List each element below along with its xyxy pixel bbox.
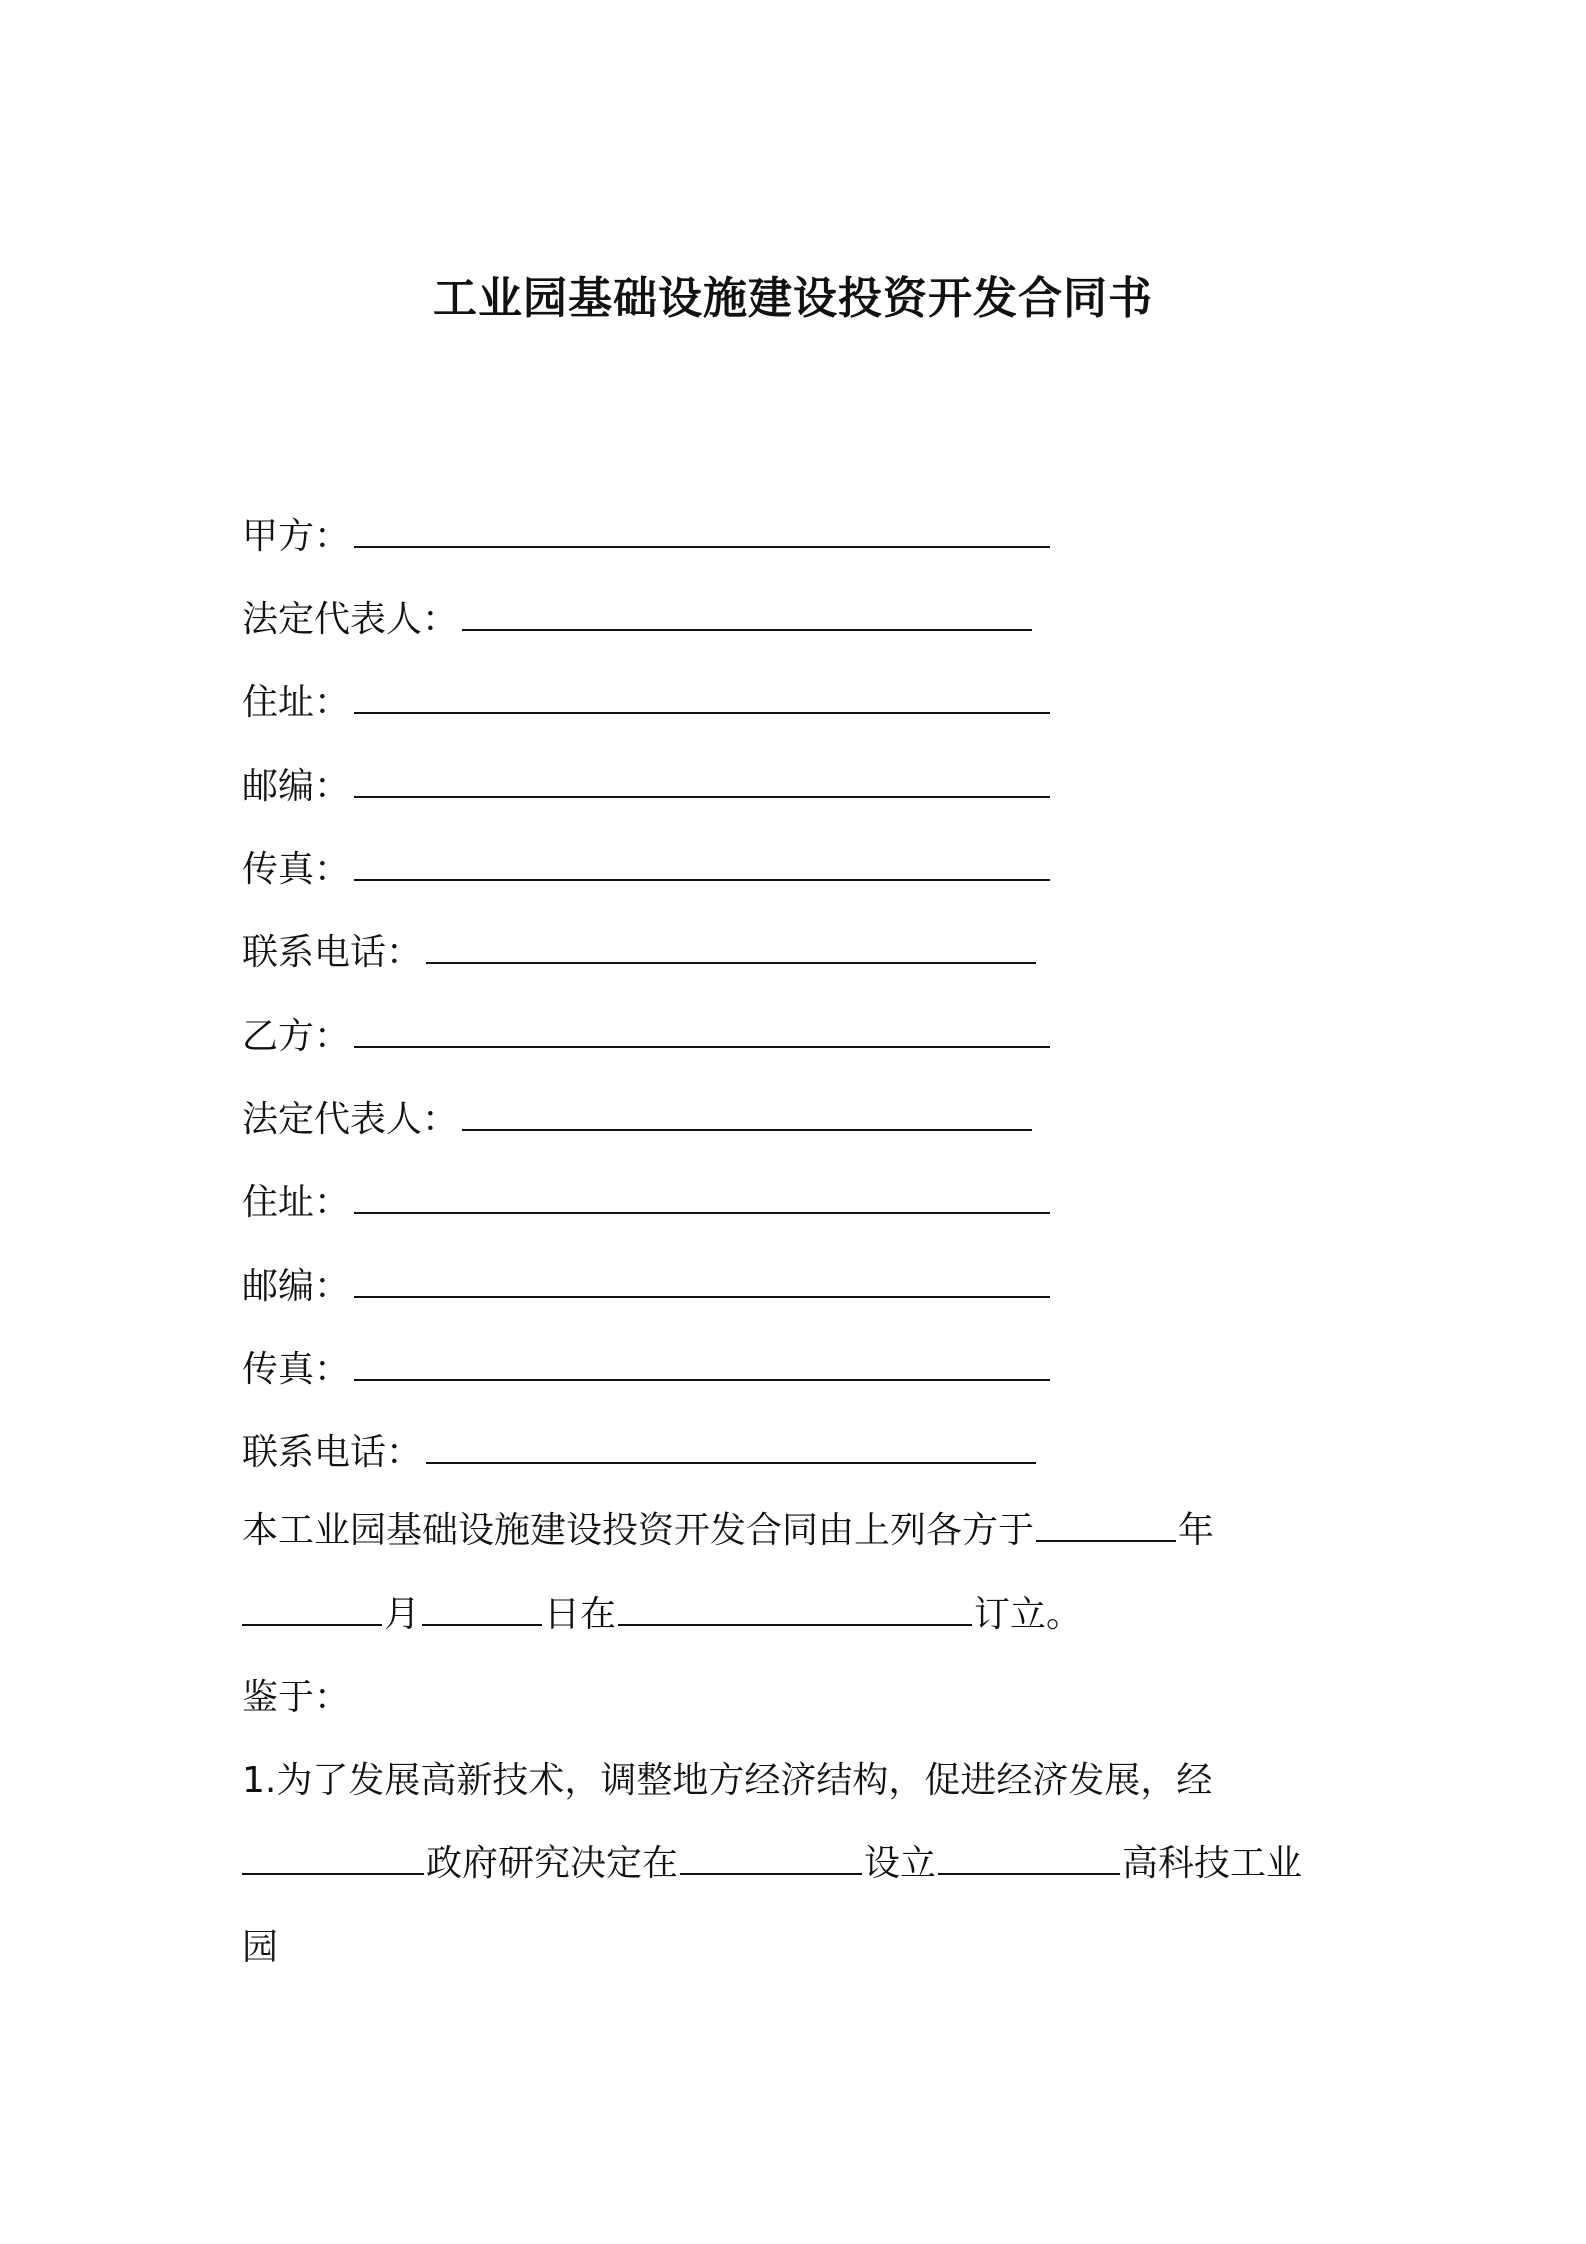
party-b-address-row — [242, 1178, 1050, 1225]
party-b-address-blank[interactable] — [354, 1178, 1050, 1214]
party-a-fax-blank[interactable] — [354, 845, 1050, 881]
party-a-name-row — [242, 512, 1050, 559]
day-blank[interactable] — [422, 1594, 542, 1626]
party-a-fax-label: 传真： — [242, 849, 351, 890]
signing-place-blank[interactable] — [618, 1594, 972, 1626]
party-b-fax-blank[interactable] — [354, 1345, 1050, 1381]
party-a-postcode-label: 邮编： — [242, 766, 351, 807]
year-blank[interactable] — [1036, 1510, 1176, 1542]
party-a-address-blank[interactable] — [354, 678, 1050, 714]
preamble-line-1 — [242, 1509, 1214, 1553]
party-a-name-label: 甲方： — [242, 516, 351, 557]
party-b-postcode-row — [242, 1262, 1050, 1309]
party-a-rep-label: 法定代表人： — [242, 599, 459, 640]
party-a-rep-row — [242, 595, 1032, 642]
party-b-name-label: 乙方： — [242, 1016, 351, 1057]
party-a-rep-blank[interactable] — [462, 595, 1032, 631]
party-a-postcode-row — [242, 762, 1050, 809]
party-b-phone-blank[interactable] — [426, 1428, 1036, 1464]
whereas-item-1-line-1: 1.为了发展高新技术，调整地方经济结构，促进经济发展，经 — [242, 1760, 1213, 1801]
government-label: 政府研究决定在 — [426, 1843, 679, 1884]
party-b-rep-blank[interactable] — [462, 1095, 1032, 1131]
party-a-phone-blank[interactable] — [426, 928, 1036, 964]
party-b-address-label: 住址： — [242, 1182, 351, 1223]
party-a-name-blank[interactable] — [354, 512, 1050, 548]
establish-label: 设立 — [864, 1843, 937, 1884]
party-b-phone-row — [242, 1428, 1036, 1475]
party-b-postcode-label: 邮编： — [242, 1266, 351, 1307]
government-blank[interactable] — [242, 1843, 424, 1875]
signed-label: 订立。 — [974, 1594, 1083, 1635]
party-b-fax-row — [242, 1345, 1050, 1392]
day-label: 日在 — [544, 1594, 617, 1635]
party-b-rep-label: 法定代表人： — [242, 1099, 459, 1140]
party-b-postcode-blank[interactable] — [354, 1262, 1050, 1298]
location-blank[interactable] — [680, 1843, 862, 1875]
whereas-item-1-line-3: 园 — [242, 1927, 279, 1968]
park-name-blank[interactable] — [938, 1843, 1120, 1875]
party-b-name-row — [242, 1012, 1050, 1059]
whereas-item-1-line-2 — [242, 1842, 1302, 1886]
party-b-rep-row — [242, 1095, 1032, 1142]
party-b-fax-label: 传真： — [242, 1349, 351, 1390]
month-label: 月 — [384, 1594, 421, 1635]
year-label: 年 — [1178, 1510, 1215, 1551]
party-b-name-blank[interactable] — [354, 1012, 1050, 1048]
party-a-address-row — [242, 678, 1050, 725]
month-blank[interactable] — [242, 1594, 382, 1626]
whereas-heading: 鉴于： — [242, 1677, 351, 1718]
preamble-text: 本工业园基础设施建设投资开发合同由上列各方于 — [242, 1510, 1035, 1551]
party-a-fax-row — [242, 845, 1050, 892]
preamble-line-2 — [242, 1593, 1082, 1637]
party-a-address-label: 住址： — [242, 682, 351, 723]
party-b-phone-label: 联系电话： — [242, 1432, 423, 1473]
park-label: 高科技工业 — [1122, 1843, 1303, 1884]
document-title: 工业园基础设施建设投资开发合同书 — [433, 273, 1153, 324]
party-a-phone-row — [242, 928, 1036, 975]
party-a-phone-label: 联系电话： — [242, 932, 423, 973]
party-a-postcode-blank[interactable] — [354, 762, 1050, 798]
